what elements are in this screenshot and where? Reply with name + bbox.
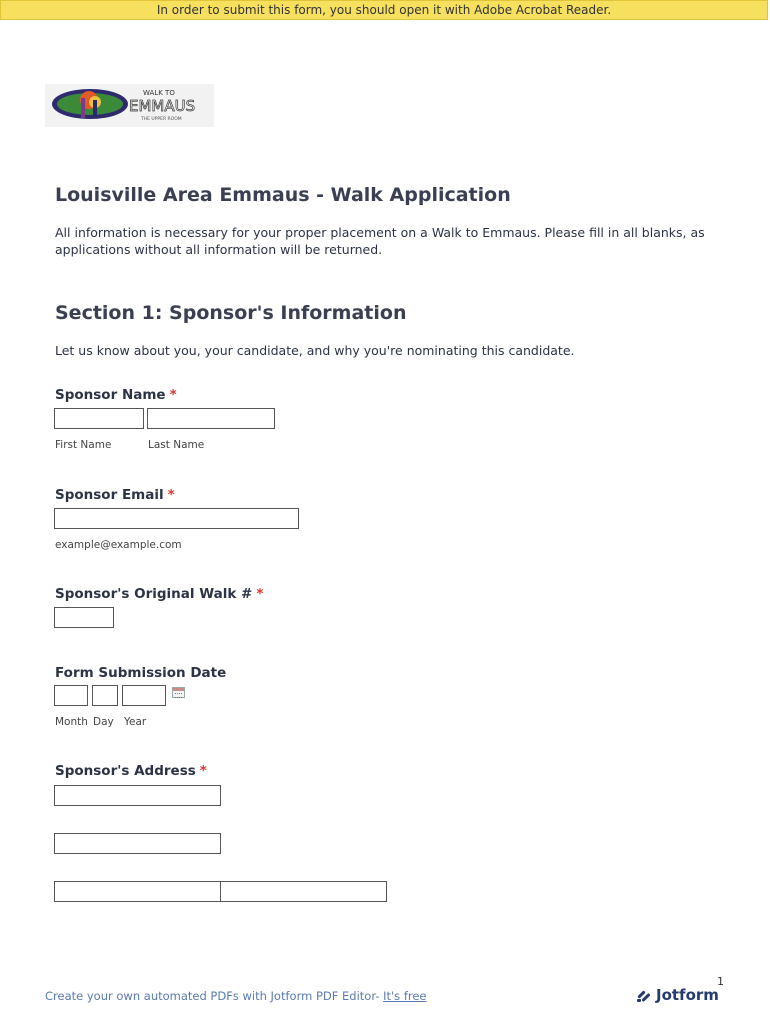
email-sublabel: example@example.com [55, 539, 182, 551]
original-walk-label: Sponsor's Original Walk # * [55, 586, 264, 602]
calendar-icon[interactable] [172, 687, 185, 698]
sponsor-address-label: Sponsor's Address * [55, 763, 207, 779]
page-number: 1 [717, 975, 724, 988]
sponsor-email-input[interactable] [54, 508, 299, 529]
sponsor-first-name-input[interactable] [54, 408, 144, 429]
sponsor-email-label: Sponsor Email * [55, 487, 175, 503]
acrobat-notice-banner: In order to submit this form, you should open it with Adobe Acrobat Reader. [0, 0, 768, 20]
form-description: All information is necessary for your proper placement on a Walk to Emmaus. Please fill in all blanks, as applications without all information will be returned. [55, 225, 705, 257]
address-state-input[interactable] [220, 881, 387, 902]
month-sublabel: Month [55, 716, 88, 728]
svg-text:WALK TO: WALK TO [143, 89, 175, 97]
jotform-brand[interactable]: Jotform [636, 986, 719, 1004]
date-year-input[interactable] [122, 685, 166, 706]
section-description: Let us know about you, your candidate, and why you're nominating this candidate. [55, 343, 575, 358]
original-walk-input[interactable] [54, 607, 114, 628]
address-street-input[interactable] [54, 785, 221, 806]
sponsor-last-name-input[interactable] [147, 408, 275, 429]
date-month-input[interactable] [54, 685, 88, 706]
form-title: Louisville Area Emmaus - Walk Application [55, 184, 511, 206]
required-marker: * [167, 487, 175, 503]
required-marker: * [256, 586, 264, 602]
section-title: Section 1: Sponsor's Information [55, 302, 407, 324]
required-marker: * [169, 387, 177, 403]
year-sublabel: Year [124, 716, 147, 728]
date-day-input[interactable] [92, 685, 118, 706]
required-marker: * [199, 763, 207, 779]
submission-date-label: Form Submission Date [55, 665, 227, 681]
svg-text:EMMAUS: EMMAUS [129, 97, 196, 115]
jotform-icon [636, 987, 652, 1003]
svg-text:THE UPPER ROOM: THE UPPER ROOM [141, 117, 182, 122]
address-street2-input[interactable] [54, 833, 221, 854]
day-sublabel: Day [93, 716, 114, 728]
address-city-input[interactable] [54, 881, 221, 902]
footer-free-link[interactable]: It's free [383, 989, 427, 1003]
first-name-sublabel: First Name [55, 439, 112, 451]
last-name-sublabel: Last Name [148, 439, 205, 451]
footer-promo: Create your own automated PDFs with Jotform PDF Editor- It's free [45, 989, 427, 1003]
emmaus-logo [45, 84, 214, 127]
sponsor-name-label: Sponsor Name * [55, 387, 177, 403]
